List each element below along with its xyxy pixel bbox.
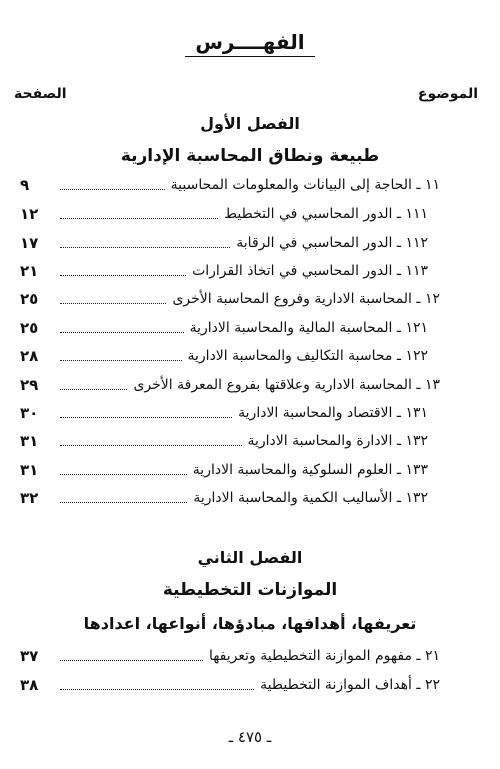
entry-text: ٢٢ ـ أهداف الموازنة التخطيطية [260,677,440,693]
dot-leader [60,389,127,390]
title-underline [185,56,315,57]
dot-leader [60,360,182,361]
chapter2-subtitle: تعريفها، أهدافها، مبادؤها، أنواعها، اعدادها [83,614,417,633]
entry-page: ٣٨ [20,676,39,694]
dot-leader [60,417,232,418]
entry-text: ١٣ ـ المحاسبة الادارية وعلاقتها بفروع المعرفة الأخرى [133,377,440,393]
toc-entry[interactable] [20,345,428,367]
entry-page: ٢٥ [20,319,39,337]
dot-leader [60,303,166,304]
dot-leader [60,332,184,333]
toc-entry[interactable] [20,402,428,424]
entry-text: ٢١ ـ مفهوم الموازنة التخطيطية وتعريفها [208,648,440,664]
topic-column-header: الموضوع [417,86,478,102]
dot-leader [60,218,218,219]
dot-leader [60,275,186,276]
toc-entry[interactable] [20,374,440,396]
toc-entry[interactable] [20,203,428,225]
entry-page: ٢٨ [20,347,39,365]
toc-entry[interactable] [20,232,428,254]
entry-text: ١٣٢ ـ الأساليب الكمية والمحاسبة الادارية [193,490,428,506]
entry-page: ٢٩ [20,376,39,394]
entry-page: ٣٧ [20,647,39,665]
toc-entry[interactable] [20,260,428,282]
entry-page: ٢١ [20,262,39,280]
dot-leader [60,445,242,446]
toc-entry[interactable] [20,645,440,667]
dot-leader [60,502,187,503]
toc-entry[interactable] [20,487,428,509]
entry-text: ١٢ ـ المحاسبة الادارية وفروع المحاسبة الأخرى [172,291,440,307]
dot-leader [60,189,165,190]
entry-text: ١١ ـ الحاجة إلى البيانات والمعلومات المحاسبية [170,177,440,193]
entry-text: ١١١ ـ الدور المحاسبي في التخطيط [224,206,428,222]
chapter2-title: الموازنات التخطيطية [162,580,338,600]
dot-leader [60,247,230,248]
page-number: ـ ٤٧٥ ـ [228,728,272,746]
dot-leader [60,660,203,661]
entry-text: ١٣٢ ـ الادارة والمحاسبة الادارية [247,433,428,449]
entry-text: ١٣١ ـ الاقتصاد والمحاسبة الادارية [238,405,428,421]
toc-entry[interactable] [20,317,428,339]
chapter1-title: طبيعة ونطاق المحاسبة الإدارية [120,146,380,166]
entry-text: ١٢١ ـ المحاسبة المالية والمحاسبة الادارية [189,320,428,336]
entry-page: ١٧ [20,234,39,252]
entry-page: ٩ [20,176,30,194]
entry-text: ١١٣ ـ الدور المحاسبي في اتخاذ القرارات [192,263,428,279]
entry-page: ٣٢ [20,489,39,507]
toc-entry[interactable] [20,430,428,452]
toc-entry[interactable] [20,459,428,481]
entry-text: ١١٢ ـ الدور المحاسبي في الرقابة [236,235,428,251]
dot-leader [60,474,187,475]
toc-entry[interactable] [20,674,440,696]
toc-entry[interactable] [20,288,440,310]
page-title: الفهــــرس [195,30,305,54]
chapter1-label: الفصل الأول [200,114,300,133]
entry-text: ١٢٢ ـ محاسبة التكاليف والمحاسبة الادارية [187,348,428,364]
dot-leader [60,689,254,690]
chapter2-label: الفصل الثاني [197,548,303,567]
entry-page: ٢٥ [20,290,39,308]
entry-text: ١٣٣ ـ العلوم السلوكية والمحاسبة الادارية [192,462,428,478]
entry-page: ٣٠ [20,404,39,422]
toc-entry[interactable] [20,174,440,196]
entry-page: ١٢ [20,205,39,223]
entry-page: ٣١ [20,461,39,479]
entry-page: ٣١ [20,432,39,450]
page-column-header: الصفحة [14,86,67,102]
